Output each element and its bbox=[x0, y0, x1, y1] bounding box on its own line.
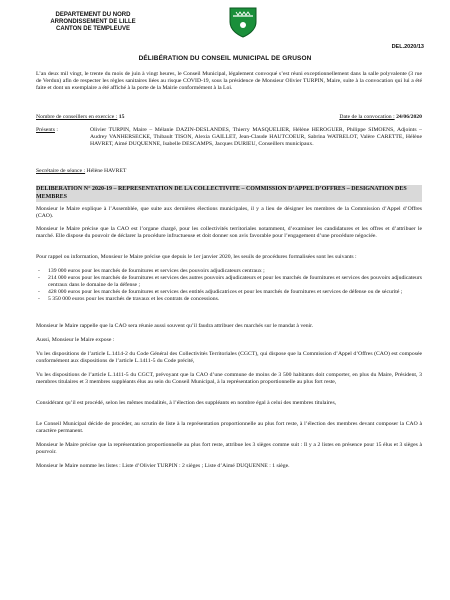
list-item: - 139 000 euros pour les marchés de fournitures et services des pouvoirs adjudicateurs centraux ; bbox=[36, 268, 422, 275]
paragraph-4: Monsieur le Maire rappelle que la CAO sera réunie aussi souvent qu’il faudra attribuer des marchés sur le mandat à venir. bbox=[36, 323, 314, 329]
intro-paragraph: L’an deux mil vingt, le trente du mois de juin à vingt heures, le Conseil Municipal, légalement convoqué s’est réuni exceptionnellement dans la salle polyvalente (3 rue de Verdun) afin de respecter les règles sanitaires liées au risque COVID-19, sous la présidence de Monsieur Olivier TURPIN, Maire, suite à la convocation qui lui a été faite et dont un exemplaire a été affiché à la porte de la Mairie conformément à la Loi. bbox=[36, 71, 422, 91]
list-item: - 428 000 euros pour les marchés de fournitures et services des entités adjudicatrices et pour les marchés de fournitures et services de défense ou de sécurité ; bbox=[36, 289, 422, 296]
thresholds-list bbox=[36, 268, 422, 303]
header-line-arrondissement: ARRONDISSEMENT DE LILLE bbox=[50, 19, 136, 25]
header-line-departement: DEPARTEMENT DU NORD bbox=[55, 12, 131, 18]
paragraph-10: Monsieur le Maire précise que la représentation proportionnelle au plus fort reste, attribue les 3 sièges comme suit : Il y a 2 listes en présence pour 15 élus et 3 sièges à pourvoir. bbox=[36, 442, 422, 455]
list-item: - 5 350 000 euros pour les marchés de travaux et les contrats de concessions. bbox=[36, 296, 422, 303]
convocation-date-label: Date de la convocation : bbox=[339, 114, 395, 120]
secretary-label: Secrétaire de séance : bbox=[36, 168, 86, 174]
secretary-row bbox=[36, 168, 422, 175]
header-line-canton: CANTON DE TEMPLEUVE bbox=[56, 26, 130, 32]
paragraph-9: Le Conseil Municipal décide de procéder, au scrutin de liste à la représentation proportionnelle au plus fort reste, à l’élection des membres devant composer la CAO à caractère permanent. bbox=[36, 421, 422, 434]
members-count-label: Nombre de conseillers en exercice : bbox=[36, 114, 118, 120]
counts-row bbox=[36, 114, 422, 121]
convocation-date-value: 24/06/2020 bbox=[396, 114, 422, 120]
commune-coat-of-arms-icon bbox=[228, 6, 258, 38]
paragraph-6: Vu les dispositions de l’article L.1414-2 du Code Général des Collectivités Territoriales (CGCT), qui dispose que la Commission d’Appel d’Offres (CAO) est composée conformément aux dispositions de l’article L.1411-5 du Code précité, bbox=[36, 351, 422, 364]
paragraph-11: Monsieur le Maire nomme les listes : Liste d’Olivier TURPIN : 2 sièges ; Liste d’Aimé DUQUENNE : 1 siège. bbox=[36, 463, 290, 469]
presents-list: Olivier TURPIN, Maire – Mélanie DAZIN-DESLANDES, Thierry MASQUELIER, Hélène HEROGUER, Philippe SIMOENS, Adjoints – Audrey VANHERSECKE, Thibault TISON, Alexia GAILLET, Jean-Claude HAUTCOEUR, Sabrina WATRELOT, Valère CARETTE, Hélène HAVRET, Aimé DUQUENNE, Isabelle DESCAMPS, Jacques DURIEU, Conseillers municipaux. bbox=[90, 127, 422, 147]
paragraph-7: Vu les dispositions de l’article L.1411-5 du CGCT, prévoyant que la CAO d’une commune de moins de 3 500 habitants doit comporter, en plus du Maire, Président, 3 membres titulaires et 3 membres suppléants élus au sein du Conseil Municipal, à la représentation proportionnelle au plus fort reste, bbox=[36, 372, 422, 385]
convocation-date bbox=[339, 114, 422, 121]
document-title: DÉLIBÉRATION DU CONSEIL MUNICIPAL DE GRUSON bbox=[138, 55, 312, 62]
paragraph-3: Pour rappel ou information, Monsieur le Maire précise que depuis le 1er janvier 2020, les seuils de procédures formalisées sont les suivants : bbox=[36, 254, 357, 260]
presents-label: Présents bbox=[36, 127, 55, 133]
members-count-value: 15 bbox=[118, 114, 125, 120]
paragraph-1: Monsieur le Maire explique à l’Assemblée, que suite aux dernières élections municipales, il y a lieu de désigner les membres de la Commission d’Appel d’Offres (CAO). bbox=[36, 206, 422, 219]
list-item: - 214 000 euros pour les marchés de fournitures et services des autres pouvoirs adjudicateurs et pour les marchés de fournitures et services des pouvoirs adjudicateurs centraux dans le domaine de la défense ; bbox=[36, 275, 422, 289]
paragraph-5: Aussi, Monsieur le Maire expose : bbox=[36, 337, 115, 343]
paragraph-8: Considérant qu’il est procédé, selon les mêmes modalités, à l’élection des suppléants en nombre égal à celui des membres titulaires, bbox=[36, 400, 337, 406]
administrative-header bbox=[38, 12, 148, 33]
deliberation-reference: DEL.2020/13 bbox=[391, 44, 424, 50]
secretary-value: Hélène HAVRET bbox=[86, 168, 127, 174]
presents-label-wrap: Présents : bbox=[36, 127, 58, 133]
deliberation-heading: DELIBERATION N° 2020-19 – REPRESENTATION DE LA COLLECTIVITE – COMMISSION D’APPEL D’OFFRES – DESIGNATION DES MEMBRES bbox=[36, 185, 422, 202]
paragraph-2: Monsieur le Maire précise que la CAO est l’organe chargé, pour les collectivités territoriales notamment, d’examiner les candidatures et les offres et d’attribuer le marché. Elle dispose du pouvoir de déclarer la procédure infructueuse et doit donner son avis favorable pour l’engagement d’une procédure négociée. bbox=[36, 226, 422, 239]
